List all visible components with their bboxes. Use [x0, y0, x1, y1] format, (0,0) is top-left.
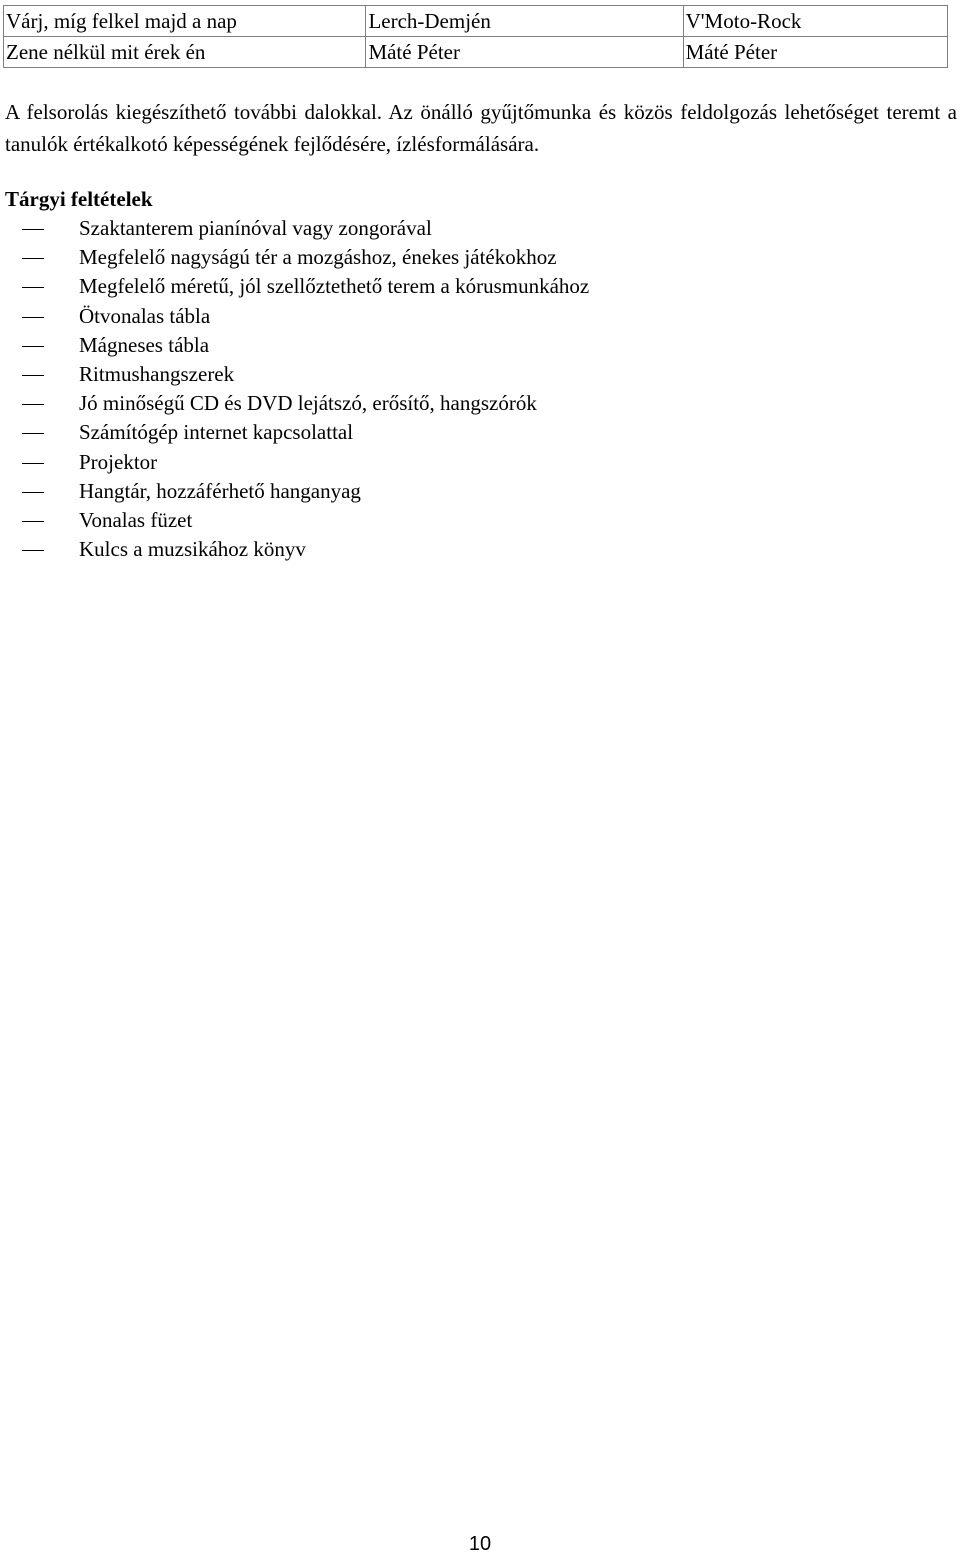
dash-bullet-icon — [22, 404, 44, 405]
dash-bullet-icon — [22, 463, 44, 464]
list-item-text: Kulcs a muzsikához könyv — [79, 537, 306, 562]
list-item — [0, 360, 589, 389]
list-item-text: Számítógép internet kapcsolattal — [79, 420, 354, 445]
dash-bullet-icon — [22, 550, 44, 551]
list-item — [0, 272, 589, 301]
list-item-text: Projektor — [79, 449, 158, 474]
requirements-list — [0, 214, 589, 564]
list-item — [0, 418, 589, 447]
dash-bullet-icon — [22, 521, 44, 522]
dash-bullet-icon — [22, 492, 44, 493]
list-item — [0, 389, 589, 418]
song-title-cell: Várj, míg felkel majd a nap — [4, 6, 366, 37]
song-author-cell: Máté Péter — [366, 37, 683, 68]
list-item — [0, 477, 589, 506]
list-item-text: Jó minőségű CD és DVD lejátszó, erősítő, hangszórók — [79, 391, 537, 416]
dash-bullet-icon — [22, 433, 44, 434]
list-item — [0, 448, 589, 477]
list-item — [0, 243, 589, 272]
list-item — [0, 331, 589, 360]
list-item — [0, 302, 589, 331]
dash-bullet-icon — [22, 258, 44, 259]
song-author-cell: Lerch-Demjén — [366, 6, 683, 37]
list-item-text: Hangtár, hozzáférhető hanganyag — [79, 478, 361, 503]
list-item-text: Ötvonalas tábla — [79, 303, 211, 328]
list-item-text: Szaktanterem pianínóval vagy zongorával — [79, 216, 432, 240]
list-item-text: Ritmushangszerek — [79, 361, 235, 386]
dash-bullet-icon — [22, 317, 44, 318]
list-item — [0, 214, 589, 243]
list-item-text: Megfelelő nagyságú tér a mozgáshoz, énekes játékokhoz — [79, 245, 557, 270]
table-row — [4, 6, 948, 37]
song-title-cell: Zene nélkül mit érek én — [4, 37, 366, 68]
list-item — [0, 506, 589, 535]
table-row — [4, 37, 948, 68]
list-item-text: Vonalas füzet — [79, 507, 193, 532]
dash-bullet-icon — [22, 229, 44, 230]
intro-paragraph: A felsorolás kiegészíthető további dalokkal. Az önálló gyűjtőmunka és közös feldolgozás lehetőséget teremt a tanulók értékalkotó képességének fejlődésére, ízlésformálására. — [5, 100, 957, 156]
list-item-text: Megfelelő méretű, jól szellőztethető terem a kórusmunkához — [79, 274, 590, 299]
list-item-text: Mágneses tábla — [79, 332, 210, 357]
dash-bullet-icon — [22, 287, 44, 288]
list-item — [0, 535, 589, 564]
dash-bullet-icon — [22, 346, 44, 347]
song-table — [3, 5, 948, 68]
page-number: 10 — [468, 1533, 492, 1555]
dash-bullet-icon — [22, 375, 44, 376]
song-performer-cell: V'Moto-Rock — [683, 6, 947, 37]
song-performer-cell: Máté Péter — [683, 37, 947, 68]
section-title: Tárgyi feltételek — [5, 187, 153, 211]
